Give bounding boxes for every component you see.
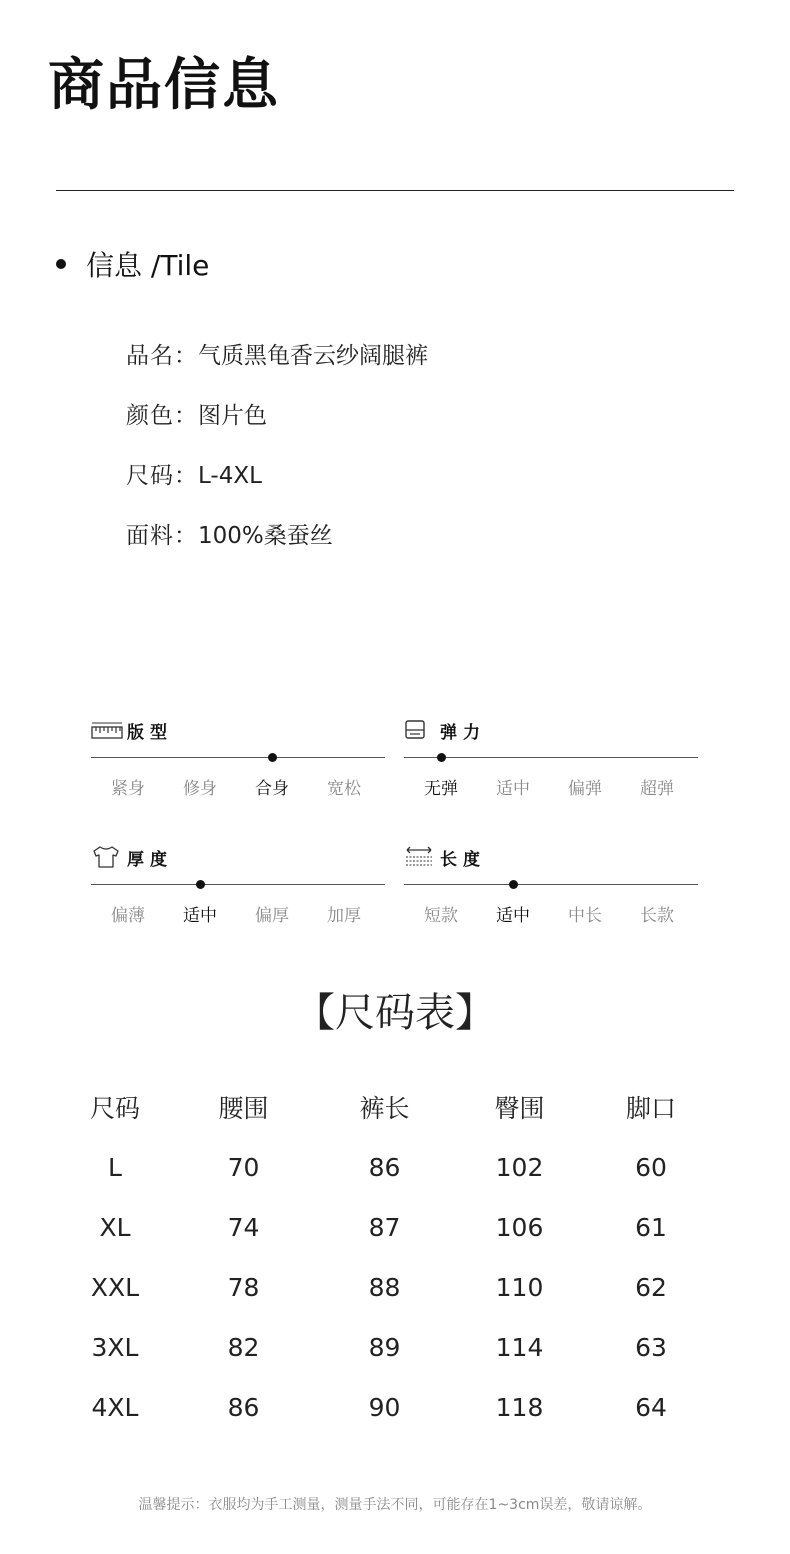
table-row	[45, 1137, 730, 1197]
table-cell: 4XL	[91, 1392, 139, 1422]
table-cell: 3XL	[91, 1332, 139, 1362]
scale-marker	[437, 753, 446, 762]
attribute-option: 合身	[255, 779, 289, 799]
attribute-option: 适中	[183, 906, 217, 926]
table-cell: 114	[495, 1332, 544, 1362]
scale-marker	[509, 880, 518, 889]
attribute-thickness	[91, 845, 385, 945]
scale-line	[91, 884, 385, 885]
section-title: 信息 /Tile	[86, 249, 210, 282]
table-cell: XXL	[90, 1272, 140, 1302]
section-heading	[56, 244, 209, 284]
attribute-option: 紧身	[111, 779, 145, 799]
stretch-icon	[404, 718, 436, 742]
table-row	[45, 1257, 730, 1317]
table-cell: 62	[635, 1272, 667, 1302]
attribute-option: 偏弹	[568, 779, 602, 799]
info-row-fabric	[126, 516, 428, 576]
attribute-name: 长度	[440, 849, 486, 870]
attribute-option: 长款	[640, 906, 674, 926]
attribute-option: 无弹	[424, 779, 458, 799]
table-cell: L	[108, 1152, 122, 1182]
table-row	[45, 1317, 730, 1377]
table-cell: 82	[227, 1332, 260, 1362]
attribute-name: 弹力	[440, 722, 486, 743]
table-cell: XL	[99, 1212, 131, 1242]
attribute-option: 短款	[424, 906, 458, 926]
bullet-icon	[56, 259, 66, 269]
table-cell: 90	[368, 1392, 401, 1422]
scale-marker	[268, 753, 277, 762]
size-chart-title: 【尺码表】	[295, 990, 495, 1036]
title-divider	[56, 190, 734, 191]
scale-line	[404, 757, 698, 758]
table-cell: 78	[227, 1272, 260, 1302]
table-cell: 118	[495, 1392, 544, 1422]
measurement-footnote: 温馨提示：衣服均为手工测量，测量手法不同，可能存在1~3cm误差，敬请谅解。	[138, 1497, 652, 1513]
info-value: 图片色	[198, 403, 267, 429]
info-row-name	[126, 336, 428, 396]
scale-line	[91, 757, 385, 758]
column-header: 尺码	[89, 1094, 140, 1123]
table-cell: 87	[368, 1212, 401, 1242]
attribute-option: 加厚	[327, 906, 361, 926]
column-header: 臀围	[494, 1094, 545, 1123]
column-header: 裤长	[359, 1094, 410, 1123]
attribute-option: 超弹	[640, 779, 674, 799]
table-row	[45, 1377, 730, 1437]
attribute-fit	[91, 718, 385, 818]
info-row-color	[126, 396, 428, 456]
info-value: L-4XL	[198, 463, 262, 489]
column-header: 腰围	[218, 1094, 269, 1123]
table-cell: 110	[495, 1272, 544, 1302]
info-label: 尺码：	[126, 463, 198, 489]
attribute-name: 版型	[127, 722, 173, 743]
table-row	[45, 1197, 730, 1257]
attribute-option: 宽松	[327, 779, 361, 799]
attribute-option: 中长	[568, 906, 602, 926]
table-cell: 63	[635, 1332, 667, 1362]
column-header: 脚口	[625, 1094, 676, 1123]
attribute-length	[404, 845, 698, 945]
info-label: 颜色：	[126, 403, 198, 429]
table-cell: 70	[227, 1152, 260, 1182]
size-chart-table	[45, 1077, 730, 1437]
length-icon	[404, 845, 436, 869]
scale-line	[404, 884, 698, 885]
attribute-name: 厚度	[127, 849, 173, 870]
ruler-icon	[91, 718, 123, 742]
info-label: 面料：	[126, 523, 198, 549]
attribute-option: 适中	[496, 906, 530, 926]
table-cell: 61	[635, 1212, 667, 1242]
table-cell: 89	[368, 1332, 401, 1362]
table-cell: 88	[368, 1272, 401, 1302]
info-row-size	[126, 456, 428, 516]
info-value: 气质黑龟香云纱阔腿裤	[198, 343, 428, 369]
table-cell: 102	[495, 1152, 544, 1182]
table-cell: 74	[227, 1212, 260, 1242]
table-cell: 86	[227, 1392, 260, 1422]
table-cell: 86	[368, 1152, 401, 1182]
attribute-stretch	[404, 718, 698, 818]
info-value: 100%桑蚕丝	[198, 523, 333, 549]
attribute-option: 偏薄	[111, 906, 145, 926]
attribute-option: 偏厚	[255, 906, 289, 926]
attribute-option: 修身	[183, 779, 217, 799]
table-header-row	[45, 1077, 730, 1137]
shirt-icon	[91, 845, 123, 869]
page-title: 商品信息	[48, 53, 280, 118]
table-cell: 106	[495, 1212, 544, 1242]
scale-marker	[196, 880, 205, 889]
info-label: 品名：	[126, 343, 198, 369]
table-cell: 60	[635, 1152, 667, 1182]
table-cell: 64	[635, 1392, 667, 1422]
attribute-option: 适中	[496, 779, 530, 799]
product-info-list	[126, 336, 428, 576]
